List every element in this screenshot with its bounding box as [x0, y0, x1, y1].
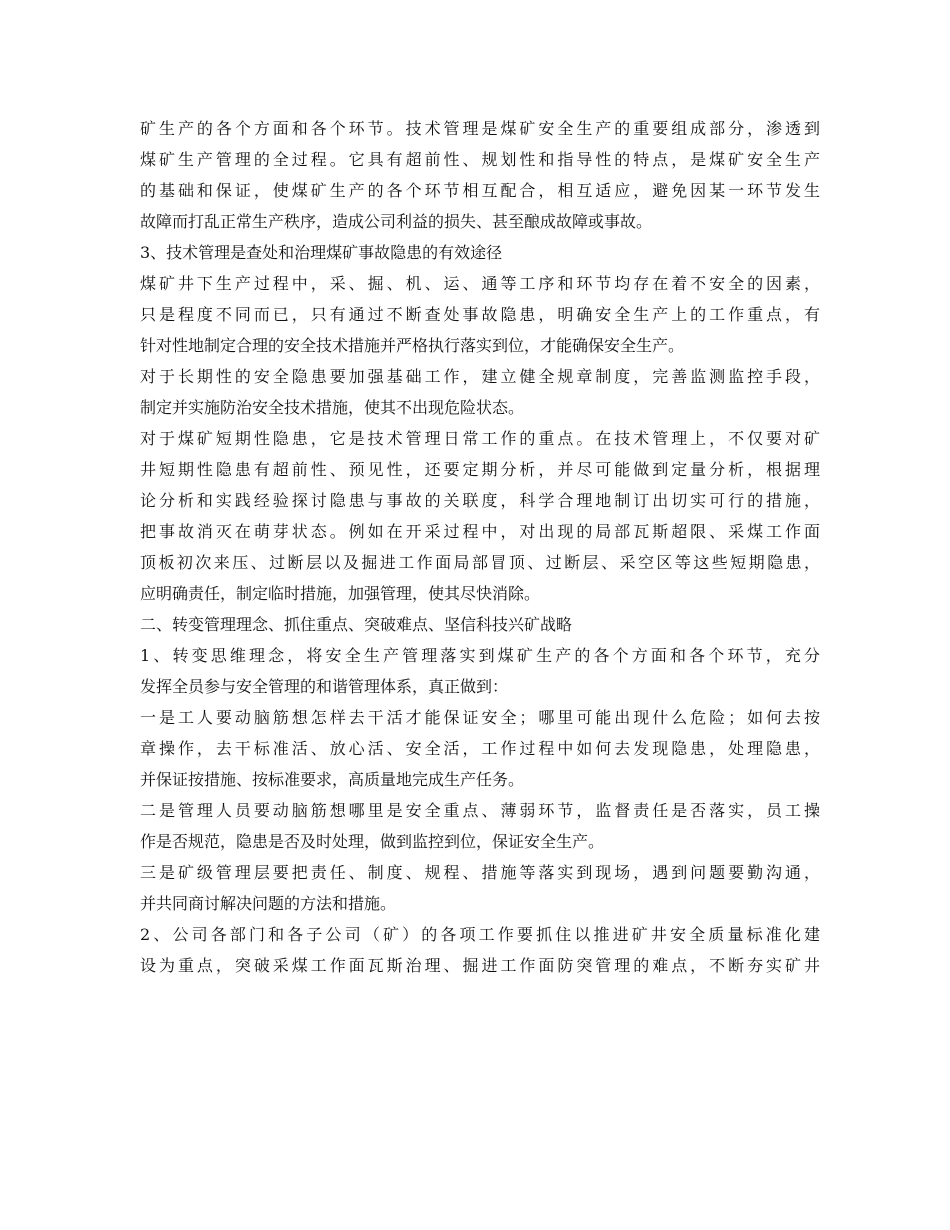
text-line: 设为重点，突破采煤工作面瓦斯治理、掘进工作面防突管理的难点，不断夯实矿井 [140, 956, 820, 975]
text-line: 论分析和实践经验探讨隐患与事故的关联度，科学合理地制订出切实可行的措施， [140, 491, 820, 510]
text-line: 二是管理人员要动脑筋想哪里是安全重点、薄弱环节，监督责任是否落实，员工操 [140, 801, 820, 820]
text-line: 井短期性隐患有超前性、预见性，还要定期分析，并尽可能做到定量分析，根据理 [140, 460, 820, 479]
text-line: 一是工人要动脑筋想怎样去干活才能保证安全；哪里可能出现什么危险；如何去按 [140, 708, 820, 727]
text-line: 并保证按措施、按标准要求，高质量地完成生产任务。 [140, 770, 525, 789]
section-heading: 3、技术管理是查处和治理煤矿事故隐患的有效途径 [140, 243, 503, 262]
text-line: 发挥全员参与安全管理的和谐管理体系，真正做到： [140, 677, 509, 696]
section-heading: 二、转变管理理念、抓住重点、突破难点、坚信科技兴矿战略 [140, 615, 573, 634]
text-line: 顶板初次来压、过断层以及掘进工作面局部冒顶、过断层、采空区等这些短期隐患， [140, 553, 820, 572]
text-line: 针对性地制定合理的安全技术措施并严格执行落实到位，才能确保安全生产。 [140, 336, 685, 355]
text-line: 应明确责任，制定临时措施，加强管理，使其尽快消除。 [140, 584, 541, 603]
text-line: 制定并实施防治安全技术措施，使其不出现危险状态。 [140, 398, 525, 417]
text-line: 2、公司各部门和各子公司（矿）的各项工作要抓住以推进矿井安全质量标准化建 [140, 925, 820, 944]
text-line: 故障而打乱正常生产秩序，造成公司利益的损失、甚至酿成故障或事故。 [140, 212, 653, 231]
text-line: 的基础和保证，使煤矿生产的各个环节相互配合，相互适应，避免因某一环节发生 [140, 181, 820, 200]
text-line: 三是矿级管理层要把责任、制度、规程、措施等落实到现场，遇到问题要勤沟通， [140, 863, 820, 882]
text-line: 只是程度不同而已，只有通过不断查处事故隐患，明确安全生产上的工作重点，有 [140, 305, 820, 324]
text-line: 1、转变思维理念，将安全生产管理落实到煤矿生产的各个方面和各个环节，充分 [140, 646, 820, 665]
text-line: 把事故消灭在萌芽状态。例如在开采过程中，对出现的局部瓦斯超限、采煤工作面 [140, 522, 820, 541]
text-line: 章操作，去干标准活、放心活、安全活，工作过程中如何去发现隐患，处理隐患， [140, 739, 820, 758]
document-body [140, 113, 820, 981]
text-line: 矿生产的各个方面和各个环节。技术管理是煤矿安全生产的重要组成部分，渗透到 [140, 119, 820, 138]
text-line: 煤矿生产管理的全过程。它具有超前性、规划性和指导性的特点，是煤矿安全生产 [140, 150, 820, 169]
text-line: 对于长期性的安全隐患要加强基础工作，建立健全规章制度，完善监测监控手段， [140, 367, 820, 386]
text-line: 对于煤矿短期性隐患，它是技术管理日常工作的重点。在技术管理上，不仅要对矿 [140, 429, 820, 448]
text-line: 并共同商讨解决问题的方法和措施。 [140, 894, 397, 913]
text-line: 作是否规范，隐患是否及时处理，做到监控到位，保证安全生产。 [140, 832, 605, 851]
text-line: 煤矿井下生产过程中，采、掘、机、运、通等工序和环节均存在着不安全的因素， [140, 274, 820, 293]
